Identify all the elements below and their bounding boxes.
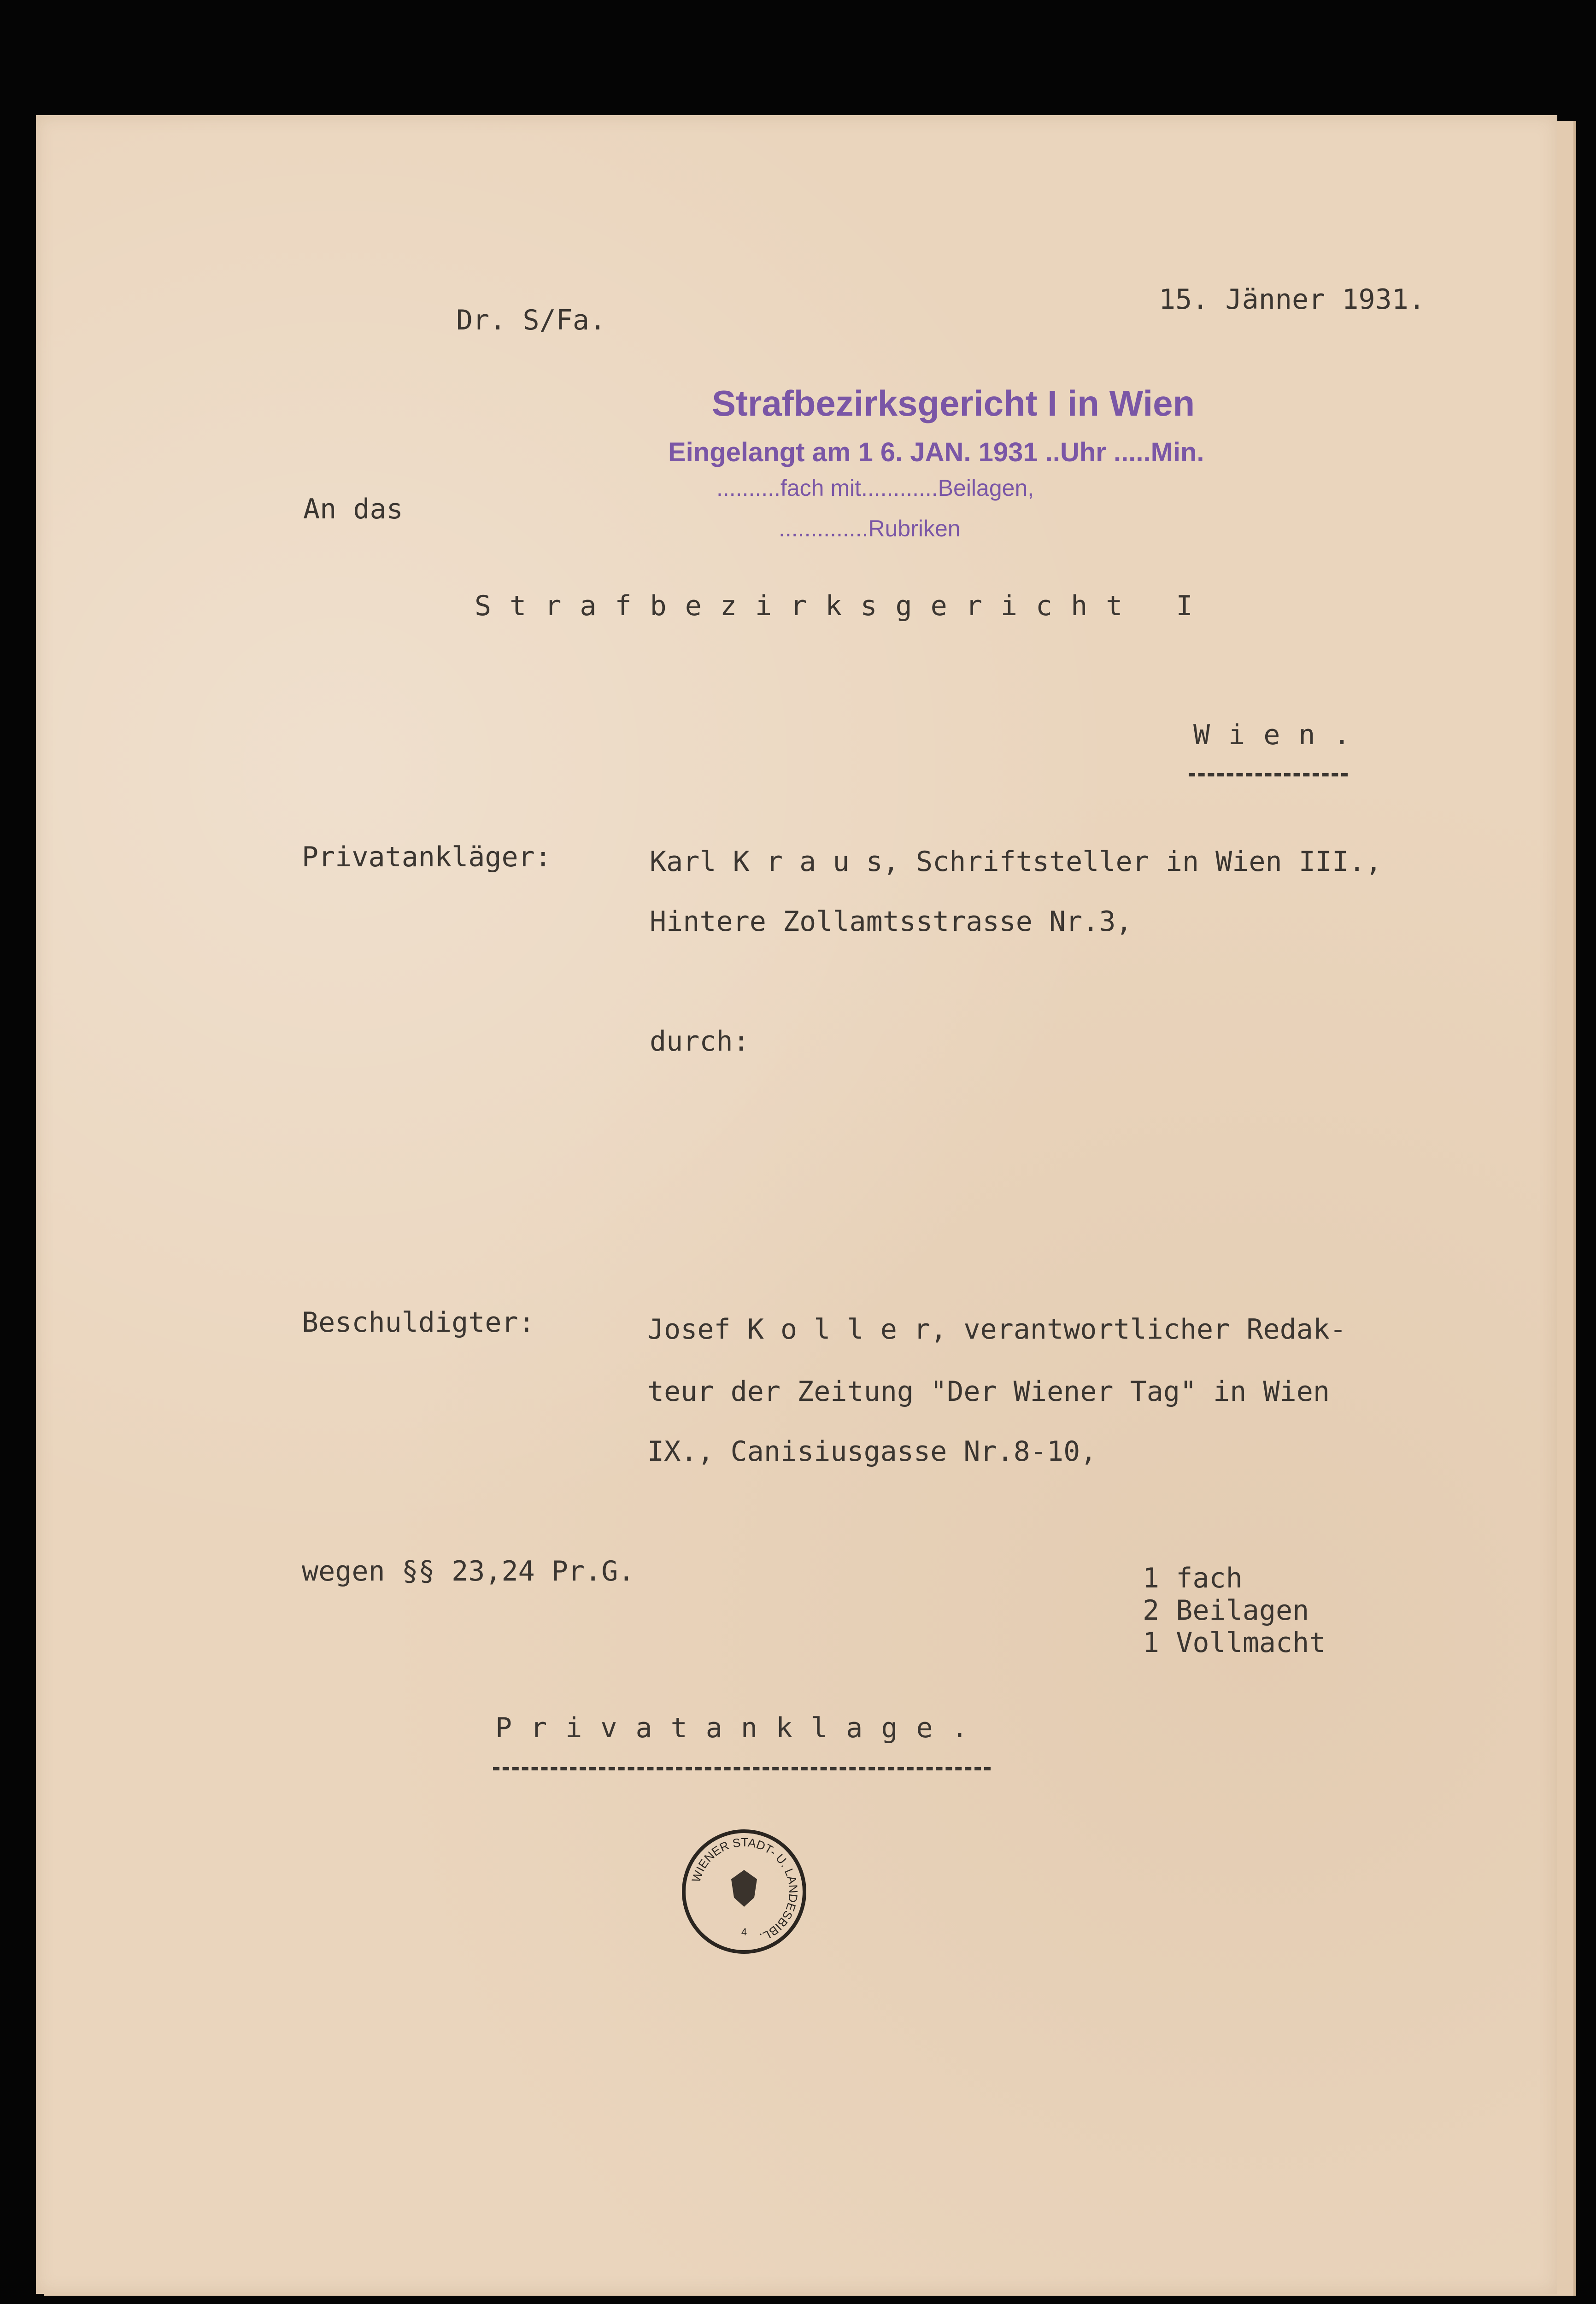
stamp-received-date: Eingelangt am 1 6. JAN. 1931 ..Uhr .....Min. bbox=[668, 437, 1204, 467]
court-name: Strafbezirksgericht I bbox=[475, 590, 1211, 622]
seal-number: 4 bbox=[741, 1926, 747, 1938]
defendant-line-3: IX., Canisiusgasse Nr.8-10, bbox=[647, 1435, 1097, 1468]
plaintiff-representation: durch: bbox=[650, 1025, 750, 1058]
seal-text: WIENER STADT- U. LANDESBIBL. bbox=[689, 1835, 801, 1945]
salutation: An das bbox=[303, 493, 403, 525]
stamp-rubrics-line: ..............Rubriken bbox=[779, 516, 961, 541]
enclosure-item: 1 Vollmacht bbox=[1143, 1627, 1326, 1659]
plaintiff-label: Privatankläger: bbox=[302, 841, 552, 873]
defendant-line-2: teur der Zeitung "Der Wiener Tag" in Wien bbox=[647, 1375, 1330, 1408]
defendant-label: Beschuldigter: bbox=[302, 1306, 535, 1339]
document-title: Privatanklage. bbox=[495, 1712, 986, 1744]
city-underline bbox=[1189, 773, 1348, 776]
plaintiff-line-2: Hintere Zollamtsstrasse Nr.3, bbox=[650, 905, 1132, 938]
eagle-crest-icon bbox=[731, 1870, 757, 1907]
enclosure-item: 2 Beilagen bbox=[1143, 1594, 1309, 1627]
stamp-enclosures-line: ..........fach mit............Beilagen, bbox=[716, 475, 1034, 501]
seal-graphic bbox=[686, 1833, 803, 1950]
plaintiff-line-1: Karl K r a u s, Schriftsteller in Wien III., bbox=[650, 846, 1382, 878]
document-date: 15. Jänner 1931. bbox=[1159, 283, 1425, 316]
defendant-line-1: Josef K o l l e r, verantwortlicher Redak- bbox=[647, 1313, 1347, 1346]
title-underline bbox=[493, 1767, 991, 1770]
reference-mark: Dr. S/Fa. bbox=[456, 304, 606, 336]
legal-basis: wegen §§ 23,24 Pr.G. bbox=[302, 1555, 635, 1587]
library-seal bbox=[682, 1829, 806, 1954]
enclosure-item: 1 fach bbox=[1143, 1562, 1243, 1594]
stamp-court-name: Strafbezirksgericht I in Wien bbox=[712, 383, 1195, 423]
court-city: Wien. bbox=[1193, 719, 1369, 751]
